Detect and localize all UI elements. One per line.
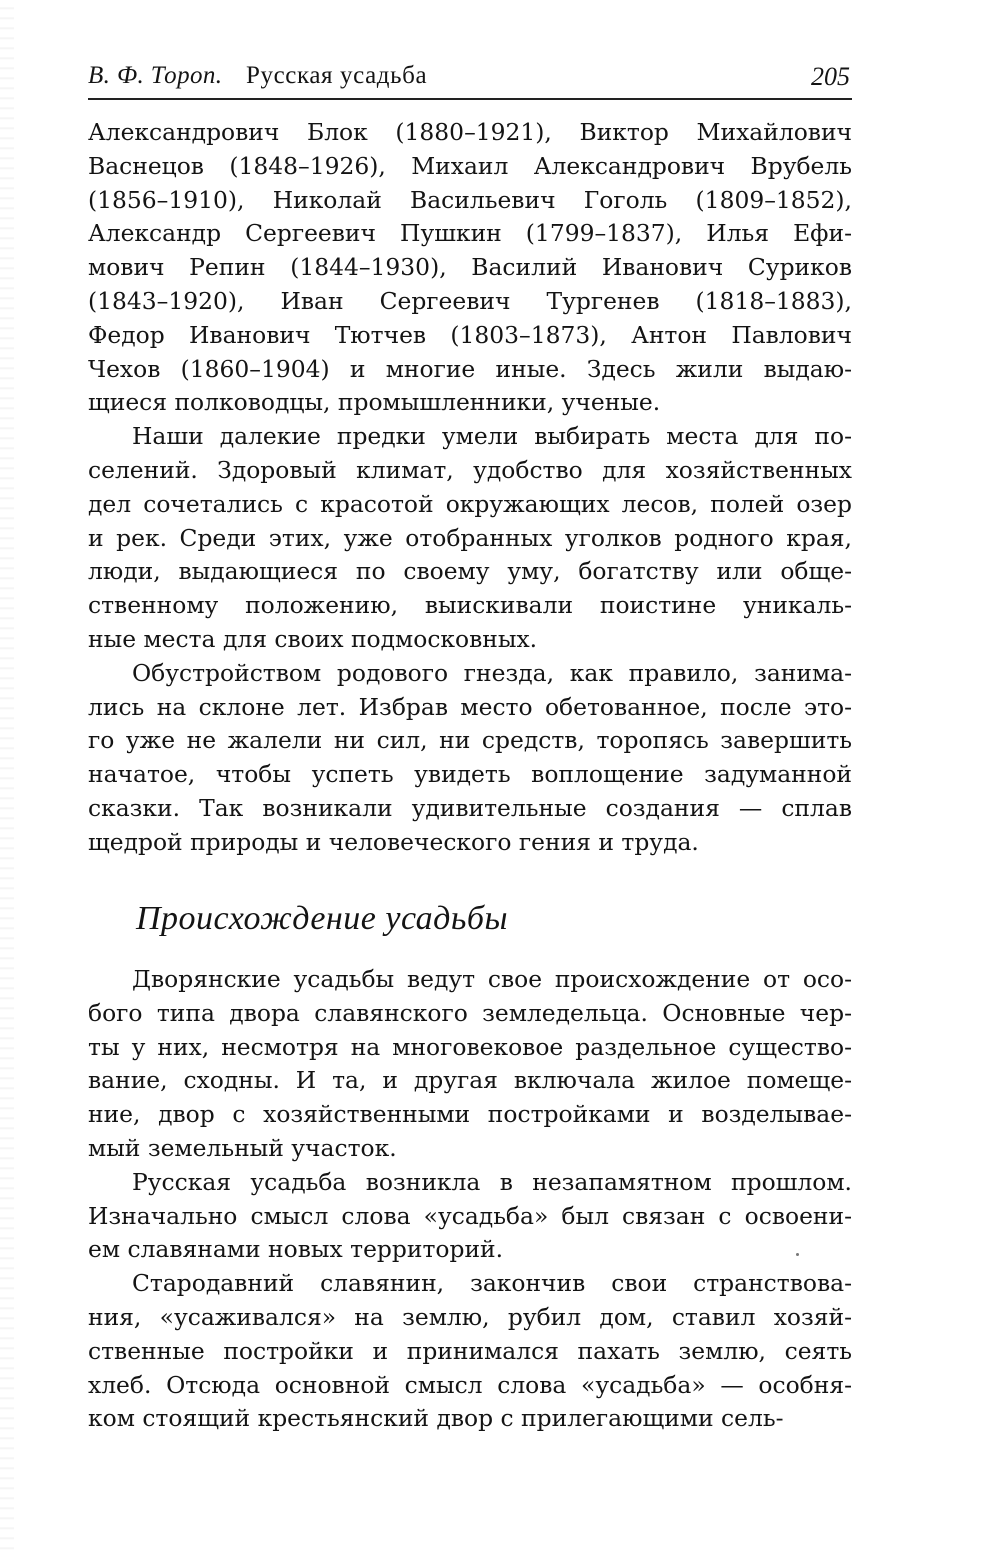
body-text-top (88, 116, 852, 860)
scan-edge-shadow (0, 0, 14, 1552)
paragraph (88, 657, 852, 860)
text-line: ственные постройки и принимался пахать землю, сеять (88, 1336, 852, 1365)
text-line: Дворянские усадьбы ведут свое происхождение от осо- (132, 965, 852, 993)
text-line: ем славянами новых территорий. (88, 1235, 504, 1264)
text-line: ные места для своих подмосковных. (88, 624, 538, 653)
running-header (88, 58, 852, 100)
text-line: хлеб. Отсюда основной смысл слова «усадьба» — особня- (88, 1370, 852, 1399)
paragraph (88, 1267, 852, 1436)
text-line: дел сочетались с красотой окружающих лесов, полей озер (88, 489, 852, 518)
section-heading: Происхождение усадьбы (136, 900, 508, 937)
text-line: Изначально смысл слова «усадьба» был связан с освоени- (88, 1201, 852, 1230)
text-line: Чехов (1860–1904) и многие иные. Здесь жили выдаю- (88, 354, 852, 383)
text-line: ты у них, несмотря на многовековое раздельное существо- (88, 1032, 852, 1061)
text-line: щиеся полководцы, промышленники, ученые. (88, 388, 661, 417)
text-line: люди, выдающиеся по своему уму, богатству или обще- (88, 557, 852, 586)
text-line: начатое, чтобы успеть увидеть воплощение задуманной (88, 760, 852, 789)
text-line: селений. Здоровый климат, удобство для хозяйственных (88, 455, 852, 484)
text-line: Васнецов (1848–1926), Михаил Александрович Врубель (88, 151, 852, 180)
text-line: Александрович Блок (1880–1921), Виктор Михайлович (88, 118, 852, 146)
header-author: В. Ф. Тороп. (88, 62, 223, 89)
paragraph (88, 1166, 852, 1267)
text-line: мович Репин (1844–1930), Василий Иванович Суриков (88, 253, 852, 282)
text-line: лись на склоне лет. Избрав место обетованное, после это- (88, 692, 852, 721)
text-line: ние, двор с хозяйственными постройками и возделывае- (88, 1100, 852, 1129)
text-line: щедрой природы и человеческого гения и труда. (88, 827, 699, 856)
paragraph (88, 963, 852, 1166)
text-line: Наши далекие предки умели выбирать места для по- (132, 422, 852, 451)
text-line: ственному положению, выискивали поистине уникаль- (88, 591, 852, 620)
text-line: Русская усадьба возникла в незапамятном прошлом. (132, 1167, 852, 1196)
text-line: ком стоящий крестьянский двор с прилегающими сель- (88, 1404, 784, 1433)
text-line: вание, сходны. И та, и другая включала жилое помеще- (88, 1066, 852, 1095)
text-line: мый земельный участок. (88, 1133, 397, 1162)
paragraph (88, 116, 852, 420)
scan-speck (796, 1253, 799, 1256)
text-line: (1843–1920), Иван Сергеевич Тургенев (1818–1883), (88, 286, 852, 315)
text-line: (1856–1910), Николай Васильевич Гоголь (1809–1852), (88, 185, 852, 214)
text-line: и рек. Среди этих, уже отобранных уголков родного края, (88, 523, 852, 552)
text-line: бого типа двора славянского земледельца. Основные чер- (88, 998, 852, 1027)
text-line: сказки. Так возникали удивительные создания — сплав (88, 793, 852, 822)
text-line: го уже не жалели ни сил, ни средств, торопясь завершить (88, 726, 852, 755)
text-line: Обустройством родового гнезда, как правило, занима- (132, 658, 852, 687)
body-text-bottom (88, 963, 852, 1436)
header-title: Русская усадьба (246, 62, 428, 89)
text-line: Александр Сергеевич Пушкин (1799–1837), Илья Ефи- (88, 219, 852, 248)
text-line: ния, «усаживался» на землю, рубил дом, ставил хозяй- (88, 1302, 852, 1331)
text-line: Федор Иванович Тютчев (1803–1873), Антон Павлович (88, 320, 852, 349)
text-line: Стародавний славянин, закончив свои странствова- (132, 1269, 852, 1298)
paragraph (88, 420, 852, 657)
page-number: 205 (811, 62, 850, 91)
